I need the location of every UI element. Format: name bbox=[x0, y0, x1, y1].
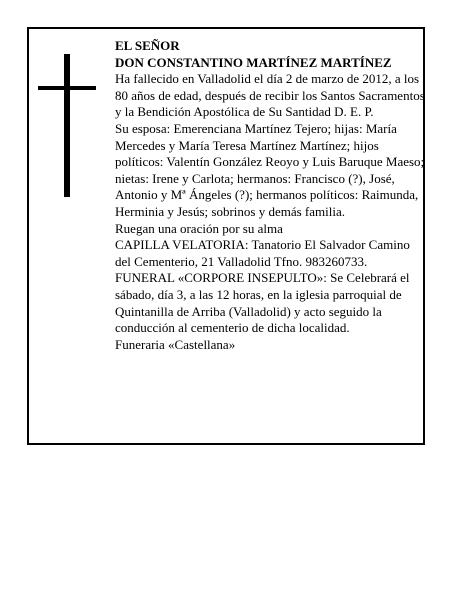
funeral-home: Funeraria «Castellana» bbox=[115, 336, 236, 352]
obituary-title: EL SEÑOR bbox=[115, 38, 180, 53]
death-announcement: Ha fallecido en Valladolid el día 2 de marzo de 2012, a los 80 años de edad, después de recibir los Santos Sacramentos y la Bendición Apostólica de Su Santidad D. E. P. bbox=[115, 71, 425, 120]
family-list: Su esposa: Emerenciana Martínez Tejero; hijas: María Mercedes y María Teresa Martínez Martínez; hijos políticos: Valentín González Reoyo y Luis Baruque Maeso; nietas: Irene y Carlota; hermanos: Francisco (?), José, Antonio y Mª Ángeles (?); hermanos políticos: Raimunda, Herminia y Jesús; sobrinos y demás familia. bbox=[115, 120, 425, 219]
funeral-info: FUNERAL «CORPORE INSEPULTO»: Se Celebrará el sábado, día 3, a las 12 horas, en la iglesia parroquial de Quintanilla de Arriba (Valladolid) y acto seguido la conducción al cementerio de dicha localidad. bbox=[115, 270, 410, 336]
chapel-info: CAPILLA VELATORIA: Tanatorio El Salvador Camino del Cementerio, 21 Valladolid Tfno. 983260733. bbox=[115, 237, 410, 269]
cross-vertical-bar bbox=[64, 54, 70, 197]
obituary-text bbox=[115, 38, 425, 353]
prayer-request: Ruegan una oración por su alma bbox=[115, 220, 283, 236]
cross-horizontal-bar bbox=[38, 86, 96, 90]
deceased-name: DON CONSTANTINO MARTÍNEZ MARTÍNEZ bbox=[115, 54, 392, 70]
